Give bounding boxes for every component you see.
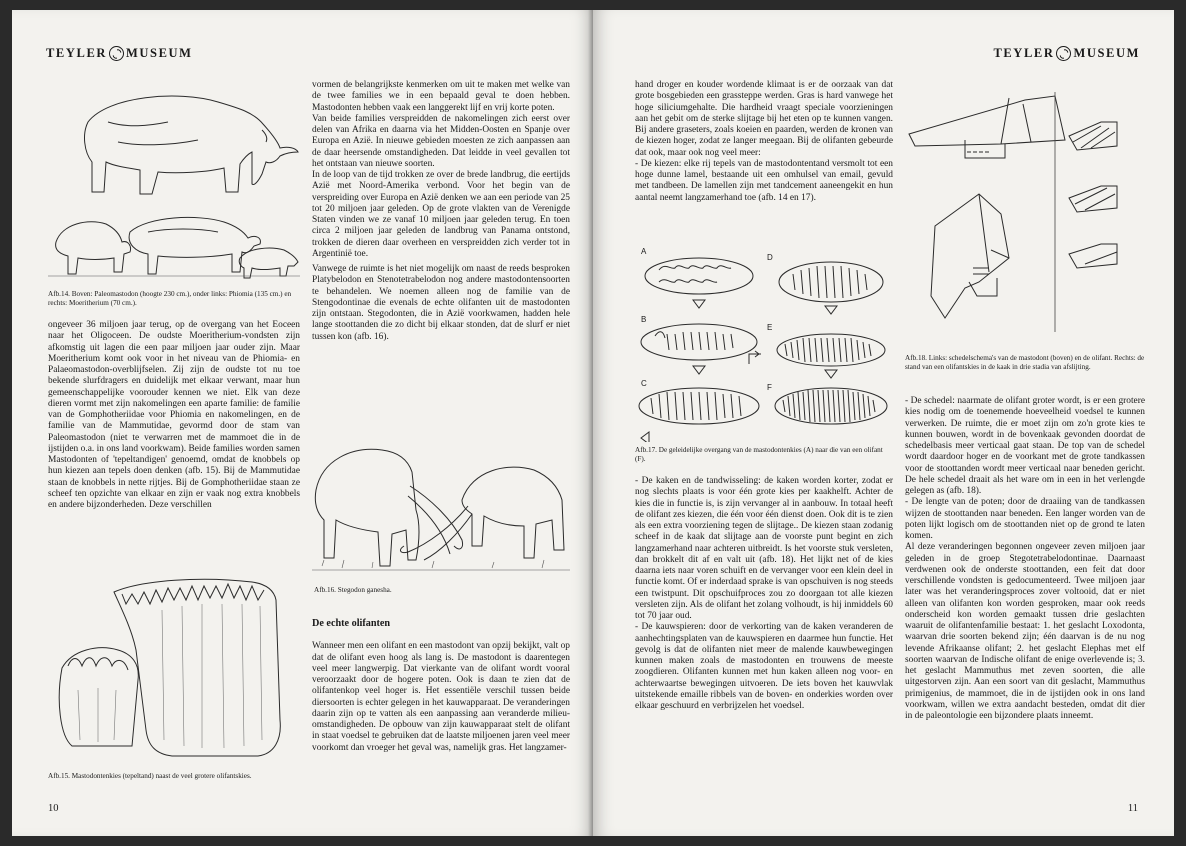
figure-14-illustration	[48, 82, 300, 290]
paragraph: Van beide families verspreidden de nakomelingen zich eerst over delen van Afrika en daarna via het Midden-Oosten en Spanje over Europa en Azië. In nieuwe gebieden moesten ze zich aanpassen aan de daar heersende omstandigheden. Dat leidde in veel gevallen tot het ontstaan van nieuwe soorten.	[312, 113, 570, 169]
paragraph: - De kiezen: elke rij tepels van de mastodontentand versmolt tot een hoge dunne lamel, bestaande uit een omhulsel van email, gevuld met tandbeen. De lamellen zijn met tandcement aaneengekit en hun aantal neemt langzamerhand toe (afb. 14 en 17).	[635, 158, 893, 203]
right-page-column-2	[905, 396, 1145, 722]
figure-16-illustration	[312, 430, 570, 580]
paragraph: Al deze veranderingen begonnen ongeveer zeven miljoen jaar geleden in de groep Stegotetrabelodontinae. Daarnaast verdwenen ook de onderste stoottanden, een feit dat door verschillende vondsten is gedocumenteerd. Twee miljoen jaar later was het veranderingsproces zover voltooid, dat er niet alleen van olifanten kon worden gesproken, maar ook reeds onderscheid kon worden gemaakt tussen drie geslachten waaruit de olifantenfamilie bestaat: 1. het geslacht Loxodonta, waarvan drie soorten bekend zijn; één daarvan is de nu nog levende Afrikaanse olifant; 2. het geslacht Elephas met elf soorten waarvan de Indische olifant de enige overlevende is; 3. het geslacht Mammuthus met zeven soorten, die alle uitgestorven zijn. Aan een soort van dit geslacht, Mammuthus primigenius, de mammoet, die in de ijstijden ook in ons land voorkwam, willen we extra aandacht besteden, omdat dit dier in de paleontologie een bijzondere plaats inneemt.	[905, 542, 1145, 721]
paragraph: - De kauwspieren: door de verkorting van de kaken veranderen de aanhechtingsplaten van de kauwspieren en daarmee hun functie. Het gevolg is dat de olifanten niet meer de malende kauwbewegingen kunnen maken zoals de mastodonten en trouwens de meeste zoogdieren. Olifanten kunnen met hun kaken alleen nog voor- en achterwaartse bewegingen uitvoeren. De iets boven het kauwvlak uitstekende emaille ribbels van de boven- en onderkies worden over elkaar geschuurd en verbrijzelen het voedsel.	[635, 622, 893, 711]
left-page-column-1	[48, 320, 300, 511]
paragraph: Vanwege de ruimte is het niet mogelijk om naast de reeds besproken Platybelodon en Stenotetrabelodon nog andere mastodontensoorten te behandelen. We noemen alleen nog de familie van de Stengodontinae die evenals de echte olifanten uit de mastodonten zijn ontstaan. Stegodonten, die in Azië voorkwamen, hadden hele lange stoottanden die zo dicht bij elkaar stonden, dat de slurf er niet tussen kon (afb. 16).	[312, 264, 570, 342]
figure-16-caption: Afb.16. Stegodon ganesha.	[314, 586, 392, 594]
figure-18-caption: Afb.18. Links: schedelschema's van de mastodont (boven) en de olifant. Rechts: de stand van een olifantskies in de kaak in drie stadia van afslijting.	[905, 354, 1145, 371]
paragraph: vormen de belangrijkste kenmerken om uit te maken met welke van de twee families we in een bepaald geval te doen hebben. Mastodonten hebben vaak een langgerekt lijf en vrij korte poten.	[312, 80, 570, 113]
page-number: 11	[1127, 803, 1138, 814]
teyler-museum-logo	[993, 46, 1140, 61]
figure-17-caption: Afb.17. De geleidelijke overgang van de mastodontenkies (A) naar die van een olifant (F).	[635, 446, 883, 463]
paragraph: ongeveer 36 miljoen jaar terug, op de overgang van het Eoceen naar het Oligoceen. De oudste Moeritherium-vondsten zijn afkomstig uit lagen die een paar miljoen jaar ouder zijn. Maar Moeritherium komt ook voor in het niveau van de Phiomia- en Palaeomastodon-overblijfselen. Zij zijn de oudste tot nu toe bekende slurfdragers en duidelijk met elkaar verwant, maar hun gemeenschappelijke voorouder kennen we niet. Elk van deze dieren vormt met zijn nakomelingen een aparte familie: de familie van de Gomphotheriidae voor Phiomia en nakomelingen, en de familie van de Mammutidae, gevormd door de stam van Paleomastodon (niet te verwarren met de mammoet die in de ijstijden o.a. in ons land voorkwam). Beide families worden samen Mastodonten of 'tepeltandigen' genoemd, omdat de knobbels op hun kiezen aan tepels doen denken (afb. 15). Bij de Mammutidae staan de knobbels in nette rijtjes. Bij de Gomphotheriidae staan ze scheef ten opzichte van elkaar en zijn er vaak nog extra knobbels en andere bijzonderheden. Deze verschillen	[48, 320, 300, 510]
fig17-label-a: A	[641, 247, 647, 256]
left-page-column-2-bottom	[312, 608, 570, 754]
figure-14-caption: Afb.14. Boven: Paleomastodon (hoogte 230 cm.), onder links: Phiomia (135 cm.) en rechts: Moeritherium (70 cm.).	[48, 290, 292, 307]
paragraph: In de loop van de tijd trokken ze over de brede landbrug, die eertijds Azië met Noord-Amerika verbond. Voor het begin van de verspreiding over Europa en Azië denken we aan een periode van 25 tot 20 miljoen jaar geleden. Op de grote vlakten van de Verenigde Staten vinden we ze vanaf 10 miljoen jaar geleden terug. En toen circa 2 miljoen jaar geleden de landbrug van Panama ontstond, trokken de dieren daar overheen en verspreidden zich verder tot in Argentinië toe.	[312, 170, 570, 259]
teyler-museum-logo	[46, 46, 193, 61]
seal-icon	[109, 46, 124, 61]
figure-17-illustration	[635, 246, 893, 442]
seal-icon	[1056, 46, 1071, 61]
right-page	[593, 10, 1174, 836]
logo-text-teyler: TEYLER	[46, 46, 108, 60]
logo-text-museum: MUSEUM	[126, 46, 193, 60]
fig17-label-b: B	[641, 315, 647, 324]
paragraph: - De schedel: naarmate de olifant groter wordt, is er een grotere kies nodig om de toenemende hoeveelheid voedsel te kunnen verwerken. De ruimte, die er moet zijn om zo'n grote kies te kunnen bouwen, wordt in de bovenkaak gevonden doordat de schedelbasis meer verticaal gaat staan. De top van de schedel wordt daardoor hoger en de voorkant met de grote tandkassen voor de stoottanden wordt meer verticaal naar beneden gericht. De hele schedel draait als het ware om in een in het verlengde gelegen as (afb. 18).	[905, 396, 1145, 496]
left-page	[12, 10, 593, 836]
fig17-label-d: D	[767, 253, 773, 262]
left-page-column-2	[312, 80, 570, 347]
right-page-column-1	[635, 80, 893, 208]
right-page-column-1-bottom	[635, 476, 893, 712]
logo-text-museum: MUSEUM	[1073, 46, 1140, 60]
section-heading: De echte olifanten	[312, 618, 391, 629]
fig17-label-c: C	[641, 379, 647, 388]
fig17-label-e: E	[767, 323, 773, 332]
page-number: 10	[48, 803, 59, 814]
figure-18-illustration	[905, 82, 1145, 344]
paragraph: - De lengte van de poten; door de draaiing van de tandkassen wijzen de stoottanden naar beneden. Een langer worden van de poten lijkt logisch om de stoottanden niet op de grond te laten komen.	[905, 497, 1145, 541]
figure-15-caption: Afb.15. Mastodontenkies (tepeltand) naast de veel grotere olifantskies.	[48, 772, 252, 780]
logo-text-teyler: TEYLER	[993, 46, 1055, 60]
fig17-label-f: F	[767, 383, 772, 392]
paragraph: Wanneer men een olifant en een mastodont van opzij bekijkt, valt op dat de olifant even hoog als lang is. De mastodont is daarentegen veel meer langwerpig. Dat vierkante van de olifant wordt vooral veroorzaakt door de hogere poten. Ook is daan te zien dat de olifantenkop veel hoger is. Het essentiële verschil tussen beide diersoorten is echter gelegen in het kauwapparaat. De veranderingen daarin zijn op te vatten als een aanpassing aan veranderde milieu-omstandigheden. De opbouw van zijn kauwapparaat stelt de olifant in staat voedsel te gebruiken dat de laatste miljoenen jaren veel meer voorkomt dan vroeger het geval was, namelijk gras. Het langzamer-	[312, 641, 570, 753]
figure-15-illustration	[52, 570, 304, 760]
paragraph: - De kaken en de tandwisseling: de kaken worden korter, zodat er nog slechts plaats is voor één grote kies per kaakhelft. Achter de kies die in functie is, is zijn vervanger al in aanbouw. In totaal heeft de olifant zes kiezen, die één voor één dienst doen. Ook dit is te zien als een extra voorziening tegen de slijtage.. De kiezen staan zodanig scheef in de kaak dat slijtage aan de voorste punt begint en zich langzamerhand naar achteren uitbreidt. Is het voorste stuk versleten, dan brokkelt dit af en valt uit (afb. 18). Het lijkt net of de kies daarna iets naar voren schuift en de vervanger voor een klein deel in functie komt. Of er inderdaad sprake is van opschuiven is nog steeds een twistpunt. Dit opschuifproces zou zo doorgaan tot alle kiezen versleten zijn. Als de olifant het zolang volhoudt, is hij inmiddels 60 tot 70 jaar oud.	[635, 476, 893, 621]
paragraph: hand droger en kouder wordende klimaat is er de oorzaak van dat grote bosgebieden een grassteppe werden. Gras is hard vanwege het hoge siliciumgehalte. Die hardheid vraagt speciale voorzieningen aan het gebit om de sterke slijtage bij het eten op te kunnen vangen. Bij andere graseters, zoals koeien en paarden, werden de kronen van de kiezen hoger, zodat ze langer meegaan. Bij de olifanten gebeurde dat ook, maar ook nog veel meer:	[635, 80, 893, 158]
